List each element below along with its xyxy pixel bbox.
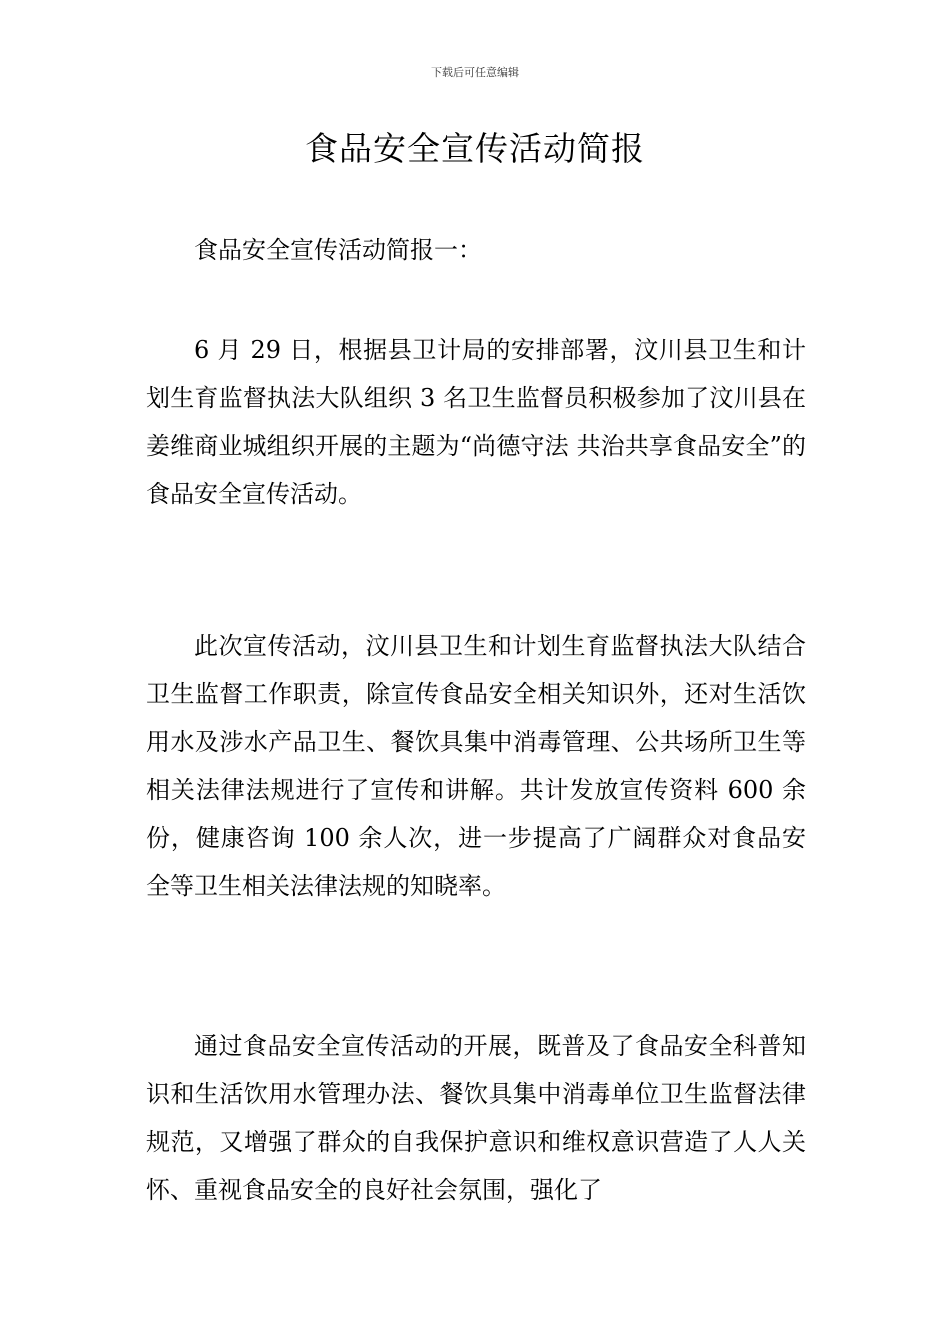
document-title: 食品安全宣传活动简报 [305,129,645,168]
paragraph-1: 6 月 29 日，根据县卫计局的安排部署，汶川县卫生和计划生育监督执法大队组织 3 名卫生监督员积极参加了汶川县在姜维商业城组织开展的主题为“尚德守法 共治共享食品安全”的食品安全宣传活动。 [146,336,806,508]
paragraph-2: 此次宣传活动，汶川县卫生和计划生育监督执法大队结合卫生监督工作职责，除宣传食品安全相关知识外，还对生活饮用水及涉水产品卫生、餐饮具集中消毒管理、公共场所卫生等相关法律法规进行了宣传和讲解。共计发放宣传资料 600 余份，健康咨询 100 余人次，进一步提高了广阔群众对食品安全等卫生相关法律法规的知晓率。 [146,632,806,900]
paragraph-3: 通过食品安全宣传活动的开展，既普及了食品安全科普知识和生活饮用水管理办法、餐饮具集中消毒单位卫生监督法律规范，又增强了群众的自我保护意识和维权意识营造了人人关怀、重视食品安全的良好社会氛围，强化了 [146,1032,806,1204]
section-subtitle: 食品安全宣传活动简报一： [194,236,482,264]
header-note: 下载后可任意编辑 [431,66,519,79]
